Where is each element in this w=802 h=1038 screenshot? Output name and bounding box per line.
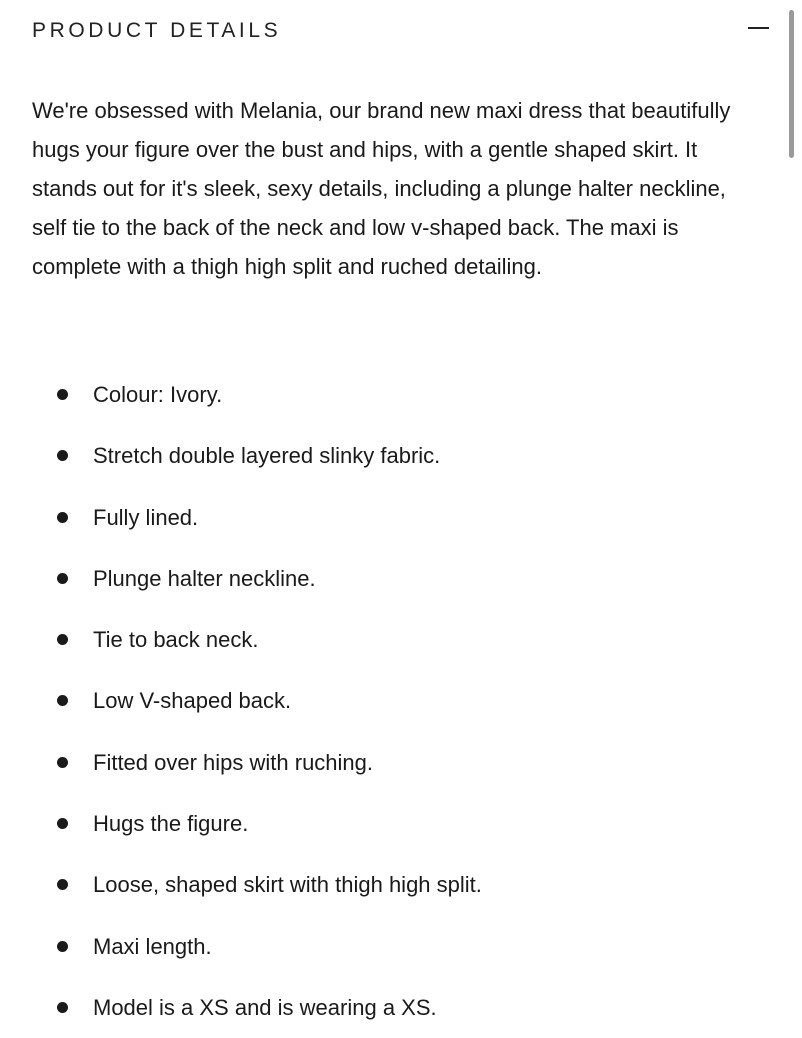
feature-item — [0, 977, 760, 1038]
bullet-icon — [57, 941, 68, 952]
feature-text: Stretch double layered slinky fabric. — [93, 443, 441, 469]
feature-item — [0, 548, 760, 609]
bullet-icon — [57, 879, 68, 890]
bullet-icon — [57, 757, 68, 768]
feature-text: Tie to back neck. — [93, 627, 259, 653]
feature-text: Maxi length. — [93, 933, 212, 959]
feature-item — [0, 916, 760, 977]
bullet-icon — [57, 634, 68, 645]
bullet-icon — [57, 1002, 68, 1013]
collapse-toggle-button[interactable] — [748, 14, 772, 42]
bullet-icon — [57, 512, 68, 523]
feature-item — [0, 854, 760, 915]
feature-text: Model is a XS and is wearing a XS. — [93, 994, 437, 1020]
feature-text: Fitted over hips with ruching. — [93, 749, 374, 775]
feature-text: Fully lined. — [93, 504, 199, 530]
product-details-header[interactable] — [0, 0, 802, 62]
product-description: We're obsessed with Melania, our brand new maxi dress that beautifully hugs your figure over the bust and hips, with a gentle shaped skirt. It stands out for it's sleek, sexy details, including a plunge halter neckline, self tie to the back of the neck and low v-shaped back. The maxi is complete with a thigh high split and ruched detailing. — [32, 98, 731, 279]
feature-text: Hugs the figure. — [93, 811, 249, 837]
bullet-icon — [57, 450, 68, 461]
feature-item — [0, 670, 760, 731]
feature-item — [0, 425, 760, 486]
feature-item — [0, 793, 760, 854]
feature-text: Colour: Ivory. — [93, 382, 223, 407]
minus-icon — [748, 27, 769, 29]
feature-text: Plunge halter neckline. — [93, 565, 316, 591]
feature-text: Loose, shaped skirt with thigh high split. — [93, 872, 482, 898]
section-title: PRODUCT DETAILS — [32, 19, 282, 42]
bullet-icon — [57, 695, 68, 706]
bullet-icon — [57, 389, 68, 400]
feature-item — [0, 732, 760, 793]
feature-list — [0, 364, 760, 1038]
bullet-icon — [57, 818, 68, 829]
feature-text: Low V-shaped back. — [93, 688, 292, 714]
bullet-icon — [57, 573, 68, 584]
feature-item — [0, 364, 760, 425]
scrollbar-thumb[interactable] — [789, 10, 794, 158]
feature-item — [0, 487, 760, 548]
feature-item — [0, 609, 760, 670]
